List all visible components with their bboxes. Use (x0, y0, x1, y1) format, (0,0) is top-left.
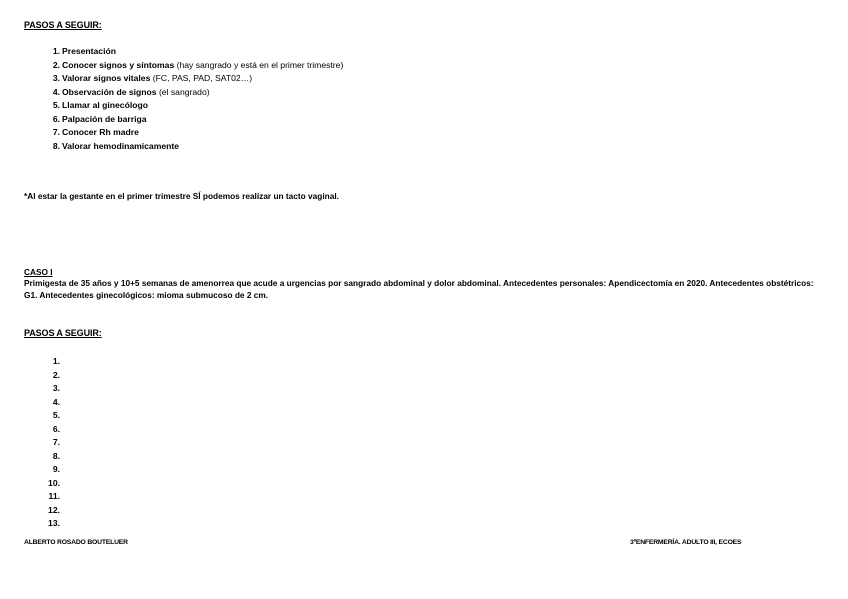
step-number: 2. (52, 59, 60, 70)
step-title: Palpación de barriga (62, 113, 147, 124)
list-item (24, 463, 60, 477)
step-number: 13. (48, 518, 60, 528)
steps-list (24, 45, 343, 153)
step-number: 3. (52, 73, 60, 83)
list-item (24, 382, 60, 396)
list-item (24, 436, 60, 450)
list-item (24, 59, 343, 73)
footer-author: ALBERTO ROSADO BOUTELUER (24, 539, 128, 546)
step-detail: (hay sangrado y está en el primer trimestre) (174, 59, 344, 70)
footer-course: 3ºENFERMERÍA. ADULTO III, ECOES (630, 539, 742, 546)
step-title: Valorar signos vitales (62, 73, 151, 83)
step-title: Conocer Rh madre (62, 127, 139, 137)
steps-heading: PASOS A SEGUIR: (24, 20, 102, 30)
list-item (24, 45, 343, 59)
list-item (24, 423, 60, 437)
case-description: Primigesta de 35 años y 10+5 semanas de amenorrea que acude a urgencias por sangrado abdominal y dolor abdominal. Antecedentes personales: Apendicectomía en 2020. Antecedentes obstétricos: G1. Antecedentes ginecológicos: mioma submucoso de 2 cm. (24, 278, 814, 300)
step-number: 6. (52, 423, 60, 434)
step-number: 5. (52, 100, 60, 110)
step-number: 7. (52, 437, 60, 447)
steps-heading-2: PASOS A SEGUIR: (24, 328, 102, 338)
step-number: 12. (48, 504, 60, 515)
list-item (24, 86, 343, 100)
step-number: 10. (48, 477, 60, 488)
list-item (24, 517, 60, 531)
list-item (24, 99, 343, 113)
step-title: Llamar al ginecólogo (62, 100, 148, 110)
vaginal-exam-note: *Al estar la gestante en el primer trimestre SÍ podemos realizar un tacto vaginal. (24, 191, 339, 201)
list-item (24, 355, 60, 369)
step-number: 1. (52, 356, 60, 366)
list-item (24, 450, 60, 464)
list-item (24, 369, 60, 383)
step-number: 7. (52, 127, 60, 137)
list-item (24, 72, 343, 86)
step-title: Valorar hemodinamicamente (62, 140, 180, 151)
list-item (24, 490, 60, 504)
step-number: 1. (52, 46, 60, 56)
list-item (24, 396, 60, 410)
list-item (24, 126, 343, 140)
step-number: 4. (52, 86, 60, 97)
empty-steps-list (24, 355, 60, 531)
list-item (24, 140, 343, 154)
case-title: CASO I (24, 267, 53, 277)
step-detail: (el sangrado) (156, 86, 210, 97)
step-number: 2. (52, 369, 60, 380)
step-number: 5. (52, 410, 60, 420)
step-number: 6. (52, 113, 60, 124)
list-item (24, 113, 343, 127)
list-item (24, 477, 60, 491)
step-number: 11. (48, 491, 60, 501)
list-item (24, 504, 60, 518)
step-title: Conocer signos y síntomas (62, 59, 175, 70)
step-number: 3. (52, 383, 60, 393)
step-number: 9. (52, 464, 60, 474)
step-detail: (FC, PAS, PAD, SAT02…) (150, 73, 253, 83)
step-number: 8. (52, 140, 60, 151)
step-title: Presentación (62, 46, 116, 56)
step-number: 4. (52, 396, 60, 407)
list-item (24, 409, 60, 423)
step-title: Observación de signos (62, 86, 157, 97)
step-number: 8. (52, 450, 60, 461)
